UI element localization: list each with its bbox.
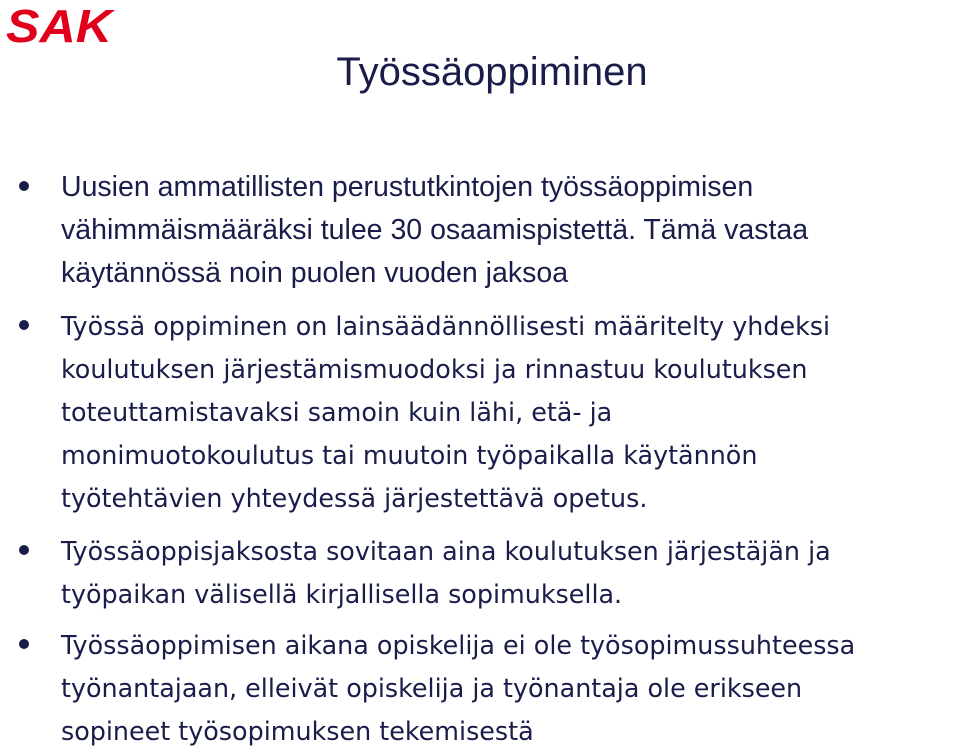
bullet-line: vähimmäismääräksi tulee 30 osaamispistettä. Tämä vastaa bbox=[61, 214, 809, 246]
bullet-line: Työssäoppimisen aikana opiskelija ei ole työsopimussuhteessa bbox=[61, 630, 856, 660]
bullet-line: käytännössä noin puolen vuoden jaksoa bbox=[61, 257, 569, 289]
bullet-line: Työssä oppiminen on lainsäädännöllisesti määritelty yhdeksi bbox=[61, 311, 831, 341]
sak-logo bbox=[4, 2, 116, 46]
bullet-line: Työssäoppisjaksosta sovitaan aina koulutuksen järjestäjän ja bbox=[61, 536, 831, 566]
page-title: Työssäoppiminen bbox=[336, 50, 648, 94]
bullet-line: toteuttamistavaksi samoin kuin lähi, etä- ja bbox=[61, 397, 613, 427]
bullet-item bbox=[61, 530, 960, 616]
bullet-dot-icon bbox=[19, 181, 29, 191]
bullet-item bbox=[61, 166, 960, 295]
bullet-line: sopineet työsopimuksen tekemisestä bbox=[61, 716, 534, 746]
bullet-line: työtehtävien yhteydessä järjestettävä opetus. bbox=[61, 483, 648, 513]
bullet-line: koulutuksen järjestämismuodoksi ja rinnastuu koulutuksen bbox=[61, 354, 808, 384]
bullet-dot-icon bbox=[19, 320, 29, 330]
bullet-dot-icon bbox=[19, 639, 29, 649]
bullet-item bbox=[61, 305, 960, 520]
bullet-line: työpaikan välisellä kirjallisella sopimuksella. bbox=[61, 579, 623, 609]
bullet-line: työnantajaan, elleivät opiskelija ja työnantaja ole erikseen bbox=[61, 673, 803, 703]
bullet-line: monimuotokoulutus tai muutoin työpaikalla käytännön bbox=[61, 440, 758, 470]
bullet-dot-icon bbox=[19, 545, 29, 555]
bullet-line: Uusien ammatillisten perustutkintojen työssäoppimisen bbox=[61, 171, 754, 203]
bullet-item bbox=[61, 624, 960, 753]
sak-logo-text: SAK bbox=[6, 2, 116, 46]
